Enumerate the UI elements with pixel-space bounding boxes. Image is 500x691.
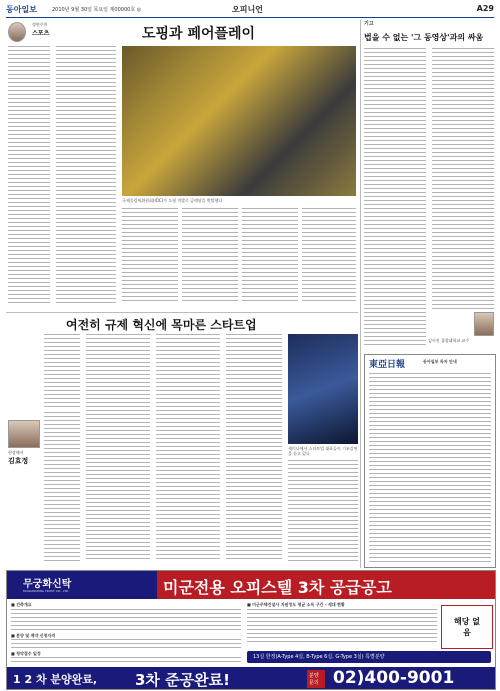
body-text xyxy=(432,48,494,310)
ad-text xyxy=(11,639,241,649)
body-text xyxy=(364,48,426,348)
special-offer-text: 13실 한정(A-Type 4실, B-Type 6실, G-Type 3실) 특별분양 xyxy=(253,654,385,660)
body-text xyxy=(56,46,116,304)
footer-main: 3차 준공완료! xyxy=(135,671,230,689)
ad-section-title: ■ 미군주택건설사 지원정도 평균 소득 구간 - 세대 현황 xyxy=(247,602,345,607)
body-text xyxy=(242,208,298,304)
ad-footer xyxy=(7,667,495,689)
body-text xyxy=(86,334,150,562)
column-headline: 도핑과 페어플레이 xyxy=(142,26,256,42)
ad-table xyxy=(11,657,241,665)
ad-block xyxy=(6,570,496,690)
ad-table xyxy=(11,609,241,631)
medal-photo xyxy=(122,46,356,196)
ad-section-title: ■ 분양 및 계약 신청자격 xyxy=(11,633,56,638)
author-label: 정연주의 xyxy=(32,22,48,27)
ad-badge xyxy=(441,605,493,649)
body-text xyxy=(44,412,80,562)
column-divider xyxy=(360,20,361,568)
ad-headline: 미군전용 오피스텔 3차 공급공고 xyxy=(163,578,392,597)
body-text xyxy=(226,334,282,562)
body-text xyxy=(182,208,238,304)
issue-date: 2010년 9월 30일 목요일 제00000호 ◎ xyxy=(52,7,142,13)
author-photo xyxy=(8,22,26,42)
company-name-en: MUGUNGHWA TRUST CO., LTD xyxy=(23,589,69,593)
author-photo xyxy=(8,420,40,448)
seminar-photo xyxy=(288,334,358,444)
kicker: 기고 xyxy=(364,21,374,27)
paper-name: 동아일보 xyxy=(6,4,37,14)
startup-headline: 여전히 규제 혁신에 목마른 스타트업 xyxy=(66,318,257,332)
body-text xyxy=(288,460,358,562)
photo-caption: 세미나에서 스타트업 대표들이 기조강연을 듣고 있다 xyxy=(288,446,358,456)
body-text xyxy=(44,334,80,408)
body-text xyxy=(8,46,50,304)
author-photo xyxy=(474,312,494,336)
author-role: 현장에서 xyxy=(8,450,24,455)
section-name: 오피니언 xyxy=(232,5,263,14)
reader-notice xyxy=(364,354,496,568)
section-divider xyxy=(6,312,358,313)
phone-number: 02)400-9001 xyxy=(333,668,455,688)
ad-table xyxy=(247,609,437,645)
contributor-name: 김시진 경찰대학교 교수 xyxy=(428,338,470,343)
body-text xyxy=(302,208,356,304)
author-name: 김효정 xyxy=(8,456,29,465)
special-offer-banner xyxy=(247,651,491,663)
body-text xyxy=(122,208,178,304)
footer-tag: 분양 문의 xyxy=(307,670,325,688)
author-name: 스포츠 xyxy=(32,30,50,37)
masthead xyxy=(6,3,494,18)
ad-section-title: ■ 건축개요 xyxy=(11,602,32,607)
body-text xyxy=(156,334,220,562)
footer-prefix: 1 2 차 분양완료, xyxy=(13,673,98,686)
company-name: 무궁화신탁 xyxy=(23,579,72,590)
badge-text: 해당 없음 xyxy=(454,617,480,637)
photo-caption: 국제올림픽위원회(IOC)가 도핑 적발로 금메달을 박탈했다 xyxy=(122,198,223,203)
notice-title: 동아일보 독자 안내 xyxy=(423,359,457,364)
page-number: A29 xyxy=(476,4,494,13)
contribution-headline: 법을 수 없는 '그 동영상'과의 싸움 xyxy=(364,32,484,42)
column-doping xyxy=(6,20,358,308)
column-startup xyxy=(6,316,358,568)
notice-logo: 東亞日報 xyxy=(369,360,406,370)
column-contribution xyxy=(364,20,494,348)
ad-section-title: ■ 청약접수 일정 xyxy=(11,651,41,656)
notice-text xyxy=(369,373,491,563)
